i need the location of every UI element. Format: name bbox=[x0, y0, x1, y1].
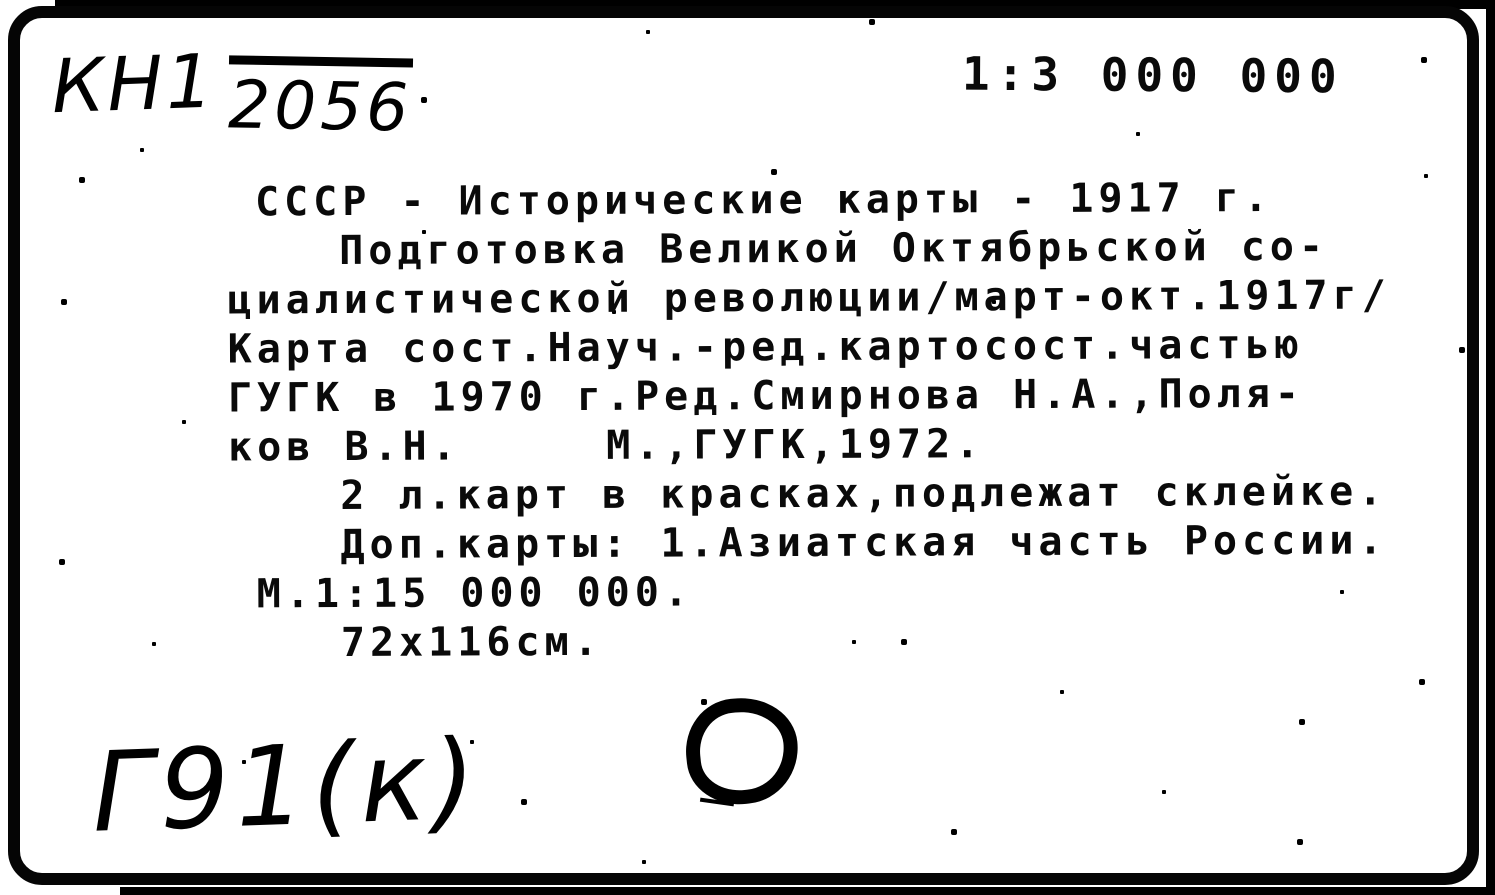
entry-line: Доп.карты: 1.Азиатская часть России. bbox=[340, 517, 1388, 569]
map-scale: 1:3 000 000 bbox=[961, 46, 1344, 104]
scan-edge-right bbox=[1486, 0, 1495, 895]
entry-line-title: СССР - Исторические карты - 1917 г. bbox=[254, 174, 1274, 226]
entry-line: Карта сост.Науч.-ред.картосост.частью bbox=[227, 321, 1304, 373]
entry-line: 2 л.карт в красках,подлежат склейке. bbox=[340, 468, 1388, 520]
entry-line: циалистической революции/март-окт.1917г/ bbox=[227, 272, 1391, 324]
scan-edge-bottom bbox=[120, 887, 1495, 895]
classification-code: Г91(к) bbox=[89, 715, 484, 857]
bibliographic-entry bbox=[227, 173, 1392, 668]
call-number-prefix: КН1 bbox=[50, 38, 218, 131]
entry-line: ков В.Н. М.,ГУГК,1972. bbox=[228, 421, 985, 471]
call-number bbox=[50, 32, 414, 155]
entry-line-dimensions: 72х116см. bbox=[340, 618, 603, 667]
entry-line: Подготовка Великой Октябрьской со- bbox=[339, 223, 1329, 275]
entry-line: ГУГК в 1970 г.Ред.Смирнова Н.А.,Поля- bbox=[227, 370, 1305, 422]
call-number-value: 2056 bbox=[228, 55, 413, 146]
entry-line-scale-note: М.1:15 000 000. bbox=[256, 569, 694, 618]
